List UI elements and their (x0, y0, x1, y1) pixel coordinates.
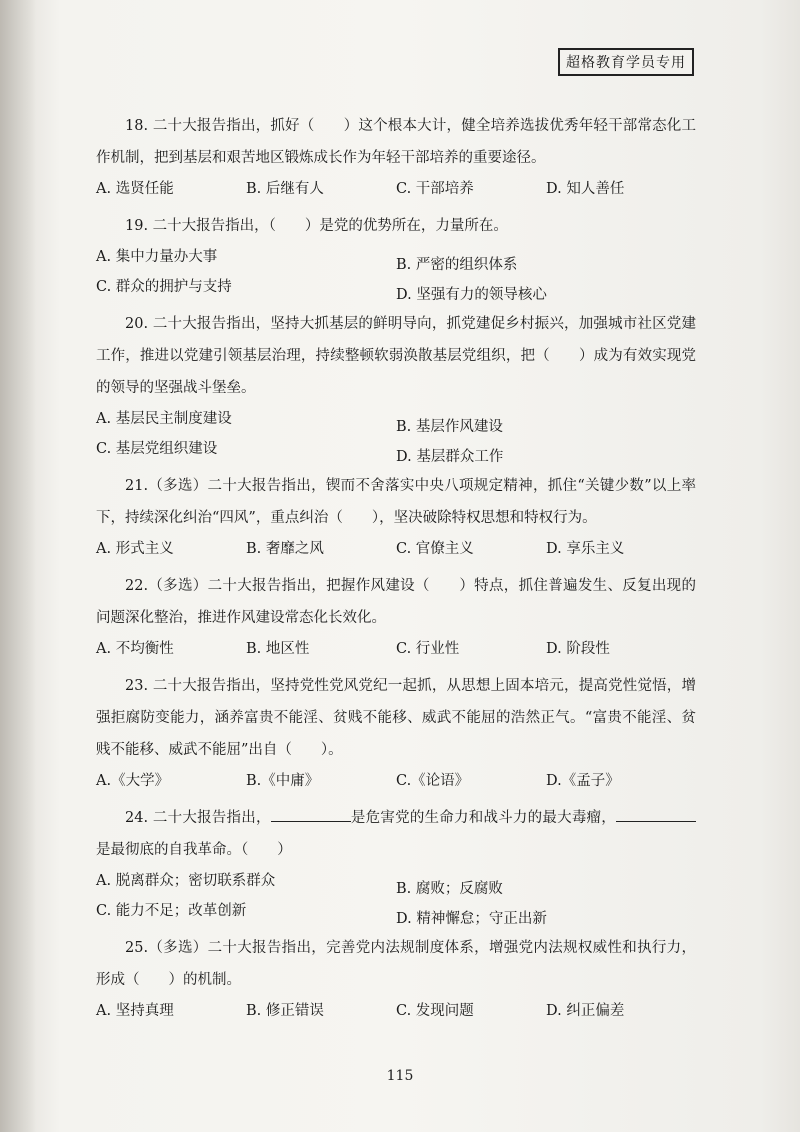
option-c: C. 群众的拥护与支持 (96, 279, 232, 295)
question-stem: 23. 二十大报告指出，坚持党性党风党纪一起抓，从思想上固本培元，提高党性觉悟，增强拒腐防变能力，涵养富贵不能淫、贫贱不能移、威武不能屈的浩然正气。“富贵不能淫、贫贱不能移、威武不能屈”出自（ ）。 (96, 678, 696, 758)
option-c: C. 行业性 (396, 641, 460, 657)
option-list (96, 404, 696, 464)
question-stem: 22.（多选）二十大报告指出，把握作风建设（ ）特点，抓住普遍发生、反复出现的问题深化整治，推进作风建设常态化长效化。 (96, 578, 696, 626)
question-stem: 19. 二十大报告指出，（ ）是党的优势所在，力量所在。 (125, 218, 508, 234)
stem-part-2: 是危害党的生命力和战斗力的最大毒瘤， (350, 810, 616, 826)
option-b: B. 后继有人 (246, 181, 324, 197)
option-a: A. 基层民主制度建设 (96, 411, 232, 427)
option-list (96, 174, 696, 204)
option-list (96, 634, 696, 664)
option-a: A. 形式主义 (96, 541, 174, 557)
question-20 (96, 308, 696, 464)
option-d: D. 知人善任 (546, 181, 625, 197)
question-stem: 25.（多选）二十大报告指出，完善党内法规制度体系，增强党内法规权威性和执行力，形成（ ）的机制。 (96, 940, 696, 988)
question-stem: 20. 二十大报告指出，坚持大抓基层的鲜明导向，抓党建促乡村振兴，加强城市社区党建工作，推进以党建引领基层治理，持续整顿软弱涣散基层党组织，把（ ）成为有效实现党的领导的坚强战斗堡垒。 (96, 316, 696, 396)
option-list (96, 242, 696, 302)
option-list (96, 866, 696, 926)
option-d: D. 基层群众工作 (396, 449, 504, 465)
question-21 (96, 470, 696, 564)
option-a: A. 选贤任能 (96, 181, 174, 197)
option-d: D. 精神懈怠；守正出新 (396, 911, 547, 927)
question-18 (96, 110, 696, 204)
option-b: B. 严密的组织体系 (396, 257, 518, 273)
option-d: D. 纠正偏差 (546, 1003, 625, 1019)
question-25 (96, 932, 696, 1026)
question-19 (96, 210, 696, 302)
stem-part-3: 是最彻底的自我革命。（ ） (96, 842, 292, 858)
option-c: C. 基层党组织建设 (96, 441, 218, 457)
question-stem: 18. 二十大报告指出，抓好（ ）这个根本大计，健全培养选拔优秀年轻干部常态化工作机制，把到基层和艰苦地区锻炼成长作为年轻干部培养的重要途径。 (96, 118, 696, 166)
header-badge: 超格教育学员专用 (558, 48, 694, 76)
option-a: A.《大学》 (96, 773, 170, 789)
option-c: C.《论语》 (396, 773, 470, 789)
question-stem: 21.（多选）二十大报告指出，锲而不舍落实中央八项规定精神，抓住“关键少数”以上率下，持续深化纠治“四风”，重点纠治（ ），坚决破除特权思想和特权行为。 (96, 478, 696, 526)
option-a: A. 不均衡性 (96, 641, 174, 657)
option-b: B. 基层作风建设 (396, 419, 503, 435)
question-22 (96, 570, 696, 664)
option-a: A. 坚持真理 (96, 1003, 174, 1019)
fill-blank-1 (271, 807, 351, 822)
option-a: A. 脱离群众；密切联系群众 (96, 873, 276, 889)
option-a: A. 集中力量办大事 (96, 249, 218, 265)
question-23 (96, 670, 696, 796)
question-24 (96, 802, 696, 926)
option-c: C. 发现问题 (396, 1003, 474, 1019)
option-list (96, 766, 696, 796)
option-c: C. 能力不足；改革创新 (96, 903, 247, 919)
book-binding-shadow (0, 0, 36, 1132)
option-d: D. 享乐主义 (546, 541, 625, 557)
question-list (96, 110, 696, 1032)
option-d: D. 坚强有力的领导核心 (396, 287, 547, 303)
option-b: B. 奢靡之风 (246, 541, 324, 557)
stem-part-1: 24. 二十大报告指出， (125, 810, 271, 826)
option-list (96, 534, 696, 564)
option-c: C. 官僚主义 (396, 541, 474, 557)
fill-blank-2 (616, 807, 696, 822)
option-list (96, 996, 696, 1026)
option-d: D.《孟子》 (546, 773, 620, 789)
option-d: D. 阶段性 (546, 641, 610, 657)
option-b: B. 地区性 (246, 641, 310, 657)
option-c: C. 干部培养 (396, 181, 474, 197)
option-b: B. 腐败；反腐败 (396, 881, 503, 897)
page-number: 115 (386, 1068, 414, 1084)
option-b: B. 修正错误 (246, 1003, 324, 1019)
question-stem (96, 802, 696, 866)
option-b: B.《中庸》 (246, 773, 320, 789)
